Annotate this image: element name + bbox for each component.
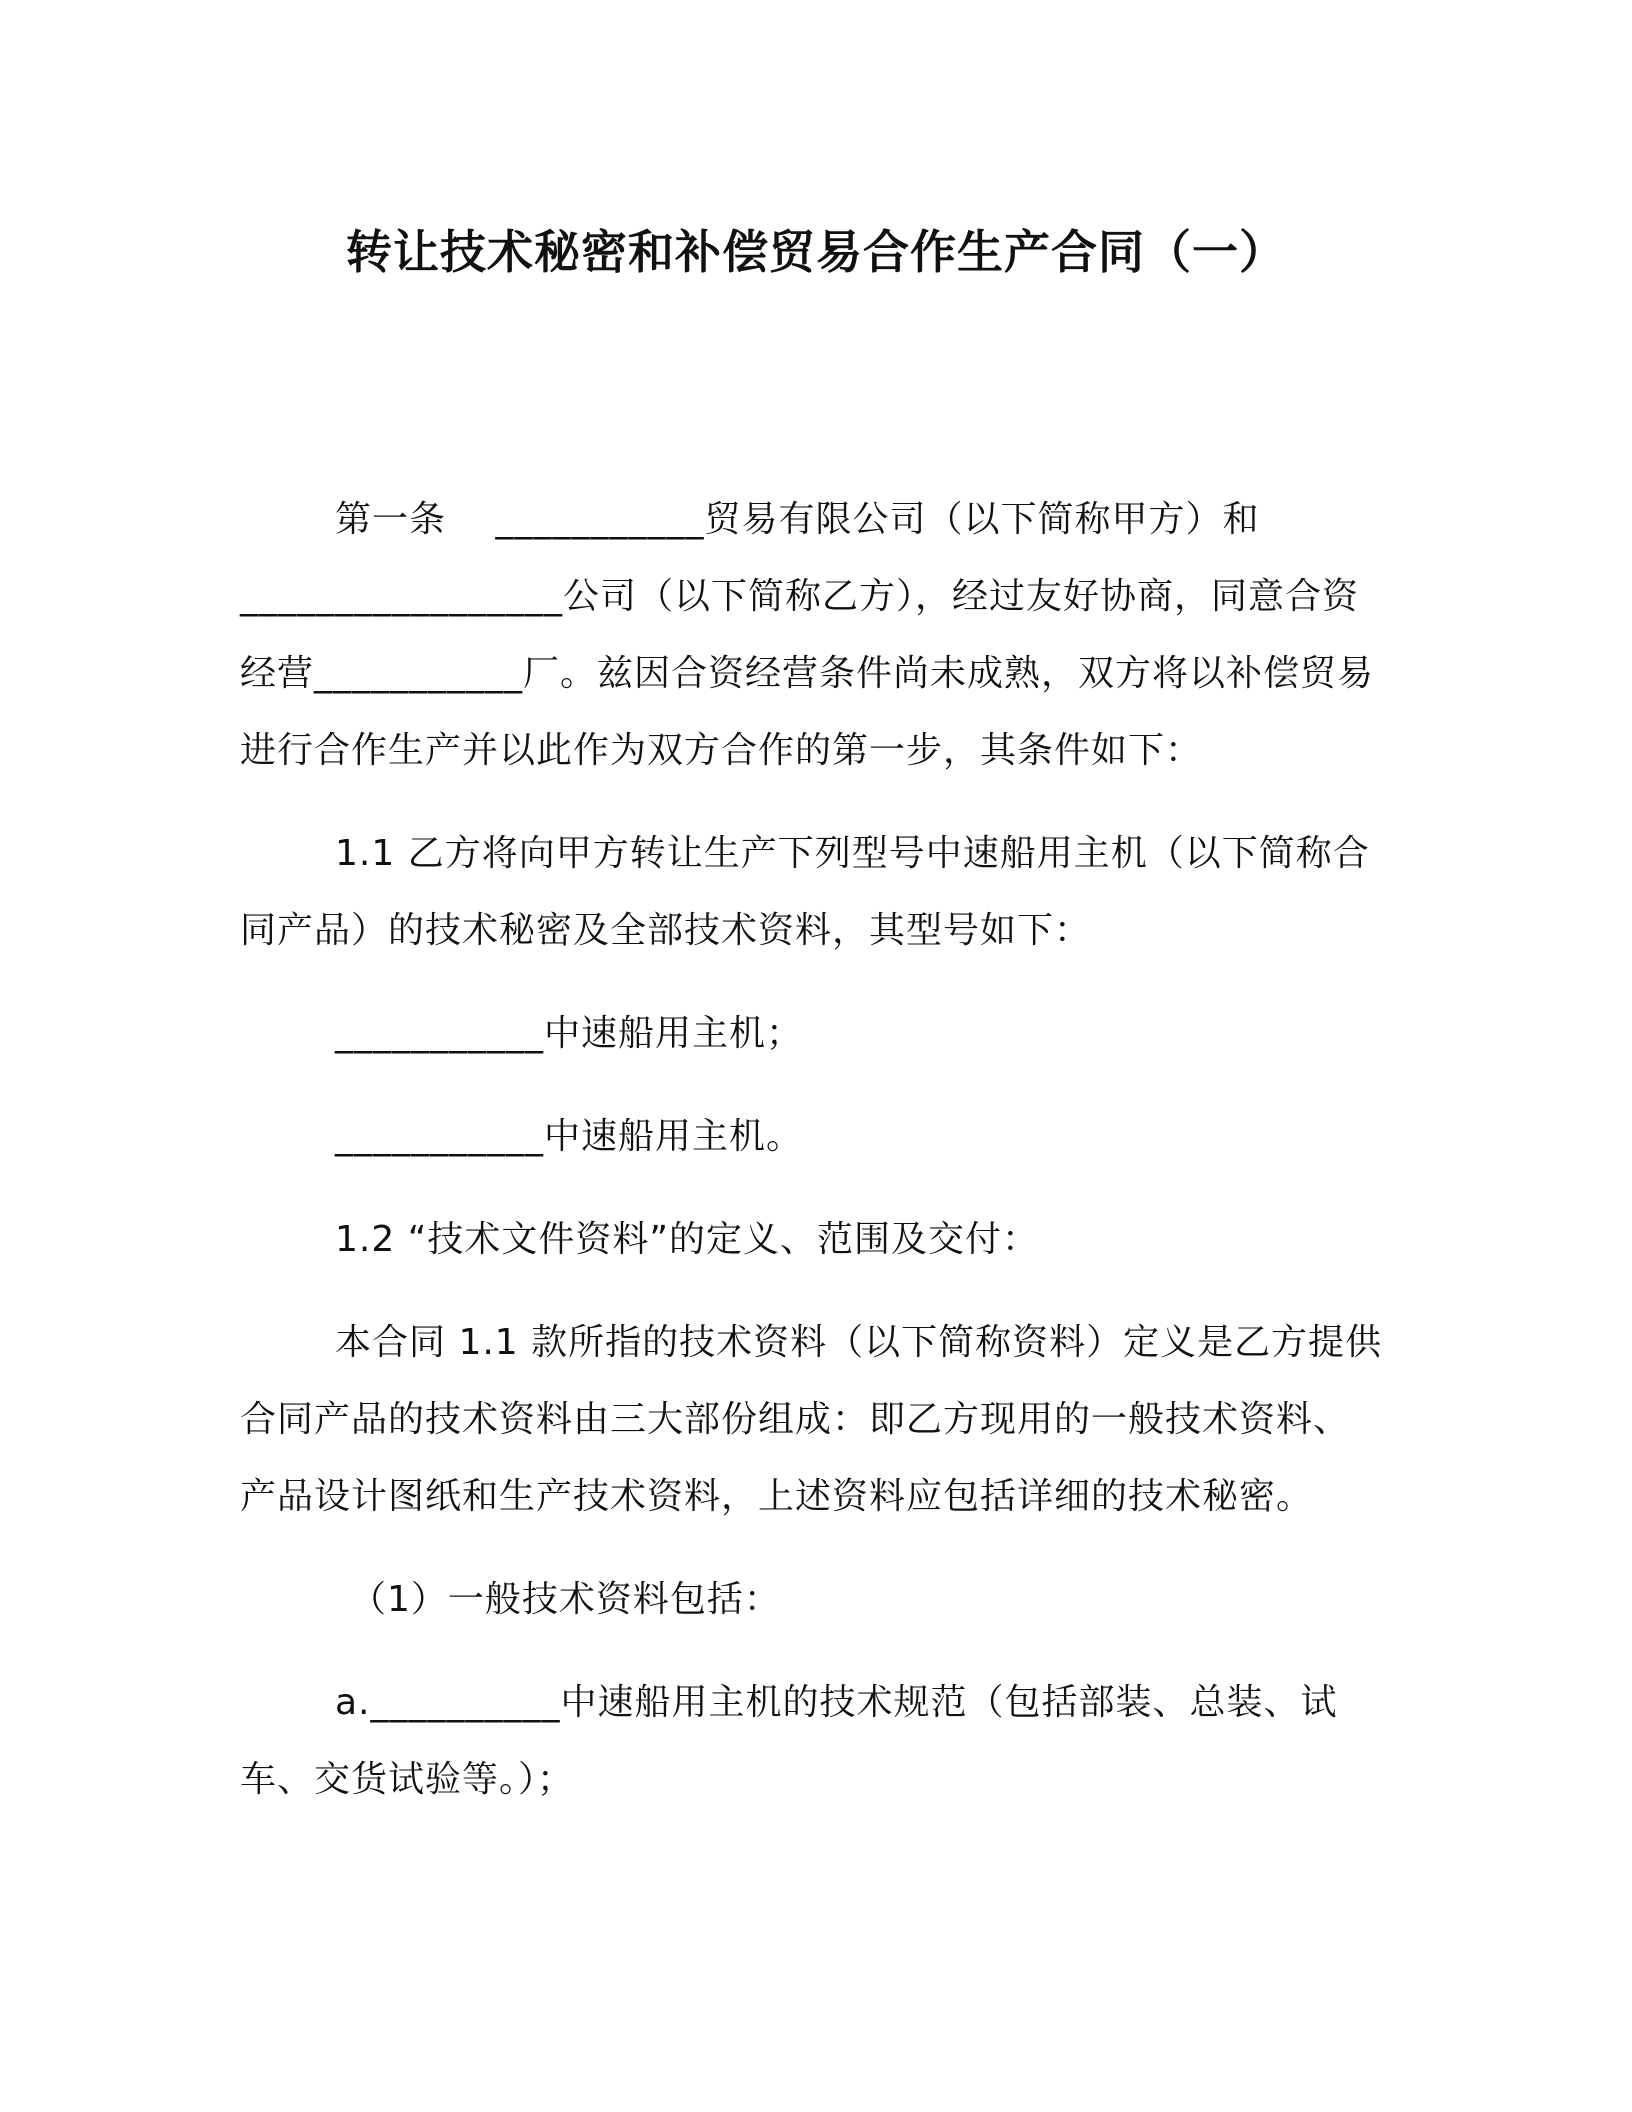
model-line-2: ___________中速船用主机。 bbox=[335, 1116, 804, 1157]
article-1-line-4: 进行合作生产并以此作为双方合作的第一步，其条件如下： bbox=[240, 730, 1203, 771]
clause-1-2-heading: 1.2 “技术文件资料”的定义、范围及交付： bbox=[335, 1219, 1039, 1260]
item-a-line-1: a.__________中速船用主机的技术规范（包括部装、总装、试 bbox=[335, 1682, 1338, 1723]
document-title: 转让技术秘密和补偿贸易合作生产合同（一） bbox=[346, 225, 1286, 279]
clause-1-1-line-1: 1.1 乙方将向甲方转让生产下列型号中速船用主机（以下简称合 bbox=[335, 833, 1370, 874]
definition-line-3: 产品设计图纸和生产技术资料，上述资料应包括详细的技术秘密。 bbox=[240, 1476, 1314, 1517]
definition-line-2: 合同产品的技术资料由三大部份组成：即乙方现用的一般技术资料、 bbox=[240, 1399, 1351, 1440]
definition-line-1: 本合同 1.1 款所指的技术资料（以下简称资料）定义是乙方提供 bbox=[335, 1322, 1383, 1363]
article-1-line-2: _________________公司（以下简称乙方），经过友好协商，同意合资 bbox=[240, 576, 1360, 617]
article-1-line-3: 经营___________厂。兹因合资经营条件尚未成熟，双方将以补偿贸易 bbox=[240, 653, 1375, 694]
article-1-line-1: 第一条 ___________贸易有限公司（以下简称甲方）和 bbox=[335, 499, 1260, 540]
item-a-line-2: 车、交货试验等。）； bbox=[240, 1759, 575, 1800]
clause-1-1-line-2: 同产品）的技术秘密及全部技术资料，其型号如下： bbox=[240, 910, 1092, 951]
general-data-heading: （1）一般技术资料包括： bbox=[350, 1579, 781, 1620]
model-line-1: ___________中速船用主机； bbox=[335, 1013, 804, 1054]
